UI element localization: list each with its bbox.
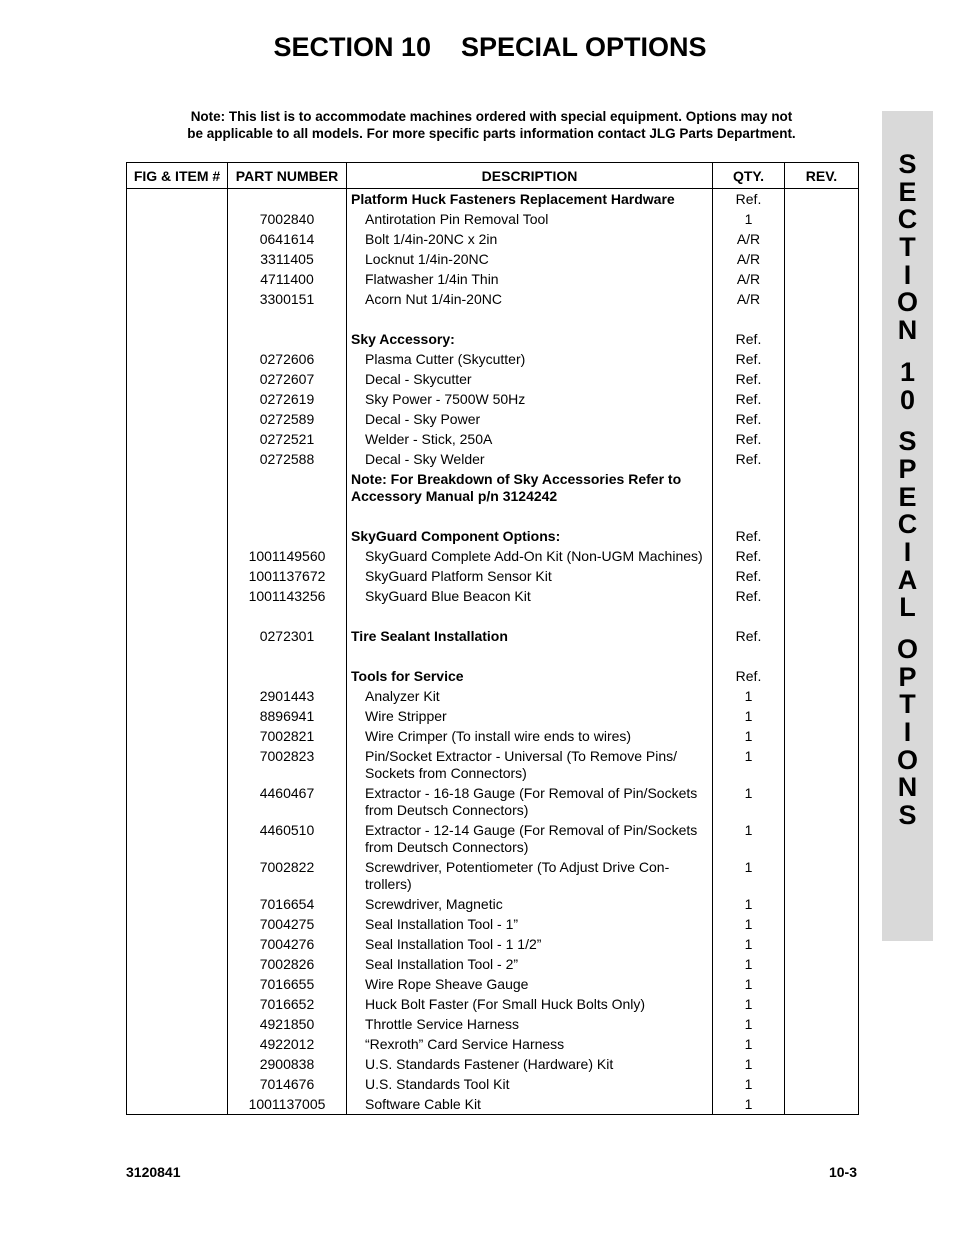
side-tab-letter: P: [898, 661, 917, 692]
cell-part-number: 0272301: [228, 628, 347, 648]
cell-qty: 1: [713, 896, 785, 916]
cell-part-number: 0272588: [228, 451, 347, 471]
side-tab-word: [882, 636, 933, 830]
side-tab-letter: O: [896, 287, 918, 318]
table-row: [127, 391, 859, 411]
cell-part-number: 4921850: [228, 1016, 347, 1036]
cell-rev: [785, 331, 859, 351]
cell-part-number: [228, 331, 347, 351]
cell-fig-item: [127, 936, 228, 956]
cell-fig-item: [127, 251, 228, 271]
side-tab-letter: I: [903, 259, 912, 290]
cell-rev: [785, 728, 859, 748]
cell-fig-item: [127, 371, 228, 391]
cell-rev: [785, 708, 859, 728]
cell-group-heading: Note: For Breakdown of Sky Accessories Refer to Accessory Manual p/n 3124242: [347, 471, 713, 508]
special-equipment-note: [126, 108, 857, 142]
cell-rev: [785, 548, 859, 568]
cell-description: SkyGuard Complete Add-On Kit (Non-UGM Machines): [347, 548, 713, 568]
cell-rev: [785, 508, 859, 528]
note-line-1: Note: This list is to accommodate machines ordered with special equipment. Options may not: [190, 109, 793, 124]
cell-fig-item: [127, 588, 228, 608]
table-row: [127, 1036, 859, 1056]
cell-part-number: 4922012: [228, 1036, 347, 1056]
table-row: [127, 976, 859, 996]
cell-part-number: 3300151: [228, 291, 347, 311]
cell-fig-item: [127, 291, 228, 311]
cell-rev: [785, 351, 859, 371]
cell-rev: [785, 371, 859, 391]
cell-group-heading: Tools for Service: [347, 668, 713, 688]
cell-rev: [785, 916, 859, 936]
table-row: [127, 785, 859, 822]
cell-rev: [785, 822, 859, 859]
col-header-rev: REV.: [785, 163, 859, 189]
cell-fig-item: [127, 1016, 228, 1036]
side-tab-letter: E: [898, 481, 917, 512]
cell-qty: A/R: [713, 271, 785, 291]
cell-fig-item: [127, 548, 228, 568]
table-row: [127, 688, 859, 708]
table-row: [127, 528, 859, 548]
parts-table-body: [127, 189, 859, 1115]
cell-rev: [785, 859, 859, 896]
cell-part-number: 0272619: [228, 391, 347, 411]
cell-part-number: 7002826: [228, 956, 347, 976]
cell-description: Welder - Stick, 250A: [347, 431, 713, 451]
cell-description: “Rexroth” Card Service Harness: [347, 1036, 713, 1056]
cell-fig-item: [127, 956, 228, 976]
table-row: [127, 728, 859, 748]
side-tab-letter: S: [898, 426, 917, 457]
col-header-qty: QTY.: [713, 163, 785, 189]
table-row: [127, 1076, 859, 1096]
cell-description: U.S. Standards Tool Kit: [347, 1076, 713, 1096]
cell-rev: [785, 588, 859, 608]
table-row: [127, 371, 859, 391]
cell-qty: 1: [713, 859, 785, 896]
cell-rev: [785, 896, 859, 916]
cell-qty: Ref.: [713, 371, 785, 391]
table-row: [127, 956, 859, 976]
cell-part-number: 7002822: [228, 859, 347, 896]
cell-part-number: 7016655: [228, 976, 347, 996]
table-row: [127, 996, 859, 1016]
cell-qty: Ref.: [713, 588, 785, 608]
side-tab-letter: 1: [899, 356, 916, 387]
side-tab-word: [882, 151, 933, 345]
side-tab-letter: 0: [899, 384, 916, 415]
cell-qty: 1: [713, 211, 785, 231]
cell-rev: [785, 648, 859, 668]
cell-fig-item: [127, 916, 228, 936]
cell-fig-item: [127, 976, 228, 996]
cell-description: [347, 648, 713, 668]
cell-qty: 1: [713, 1016, 785, 1036]
cell-part-number: 7002823: [228, 748, 347, 785]
cell-fig-item: [127, 996, 228, 1016]
cell-rev: [785, 311, 859, 331]
cell-fig-item: [127, 528, 228, 548]
cell-description: [347, 311, 713, 331]
cell-rev: [785, 189, 859, 212]
cell-description: Huck Bolt Faster (For Small Huck Bolts Only): [347, 996, 713, 1016]
cell-part-number: 7014676: [228, 1076, 347, 1096]
cell-part-number: 7016652: [228, 996, 347, 1016]
table-row: [127, 588, 859, 608]
cell-rev: [785, 936, 859, 956]
cell-description: Locknut 1/4in-20NC: [347, 251, 713, 271]
table-row: [127, 568, 859, 588]
cell-fig-item: [127, 628, 228, 648]
table-spacer-row: [127, 508, 859, 528]
cell-description: Screwdriver, Magnetic: [347, 896, 713, 916]
table-row: [127, 936, 859, 956]
cell-rev: [785, 1096, 859, 1115]
cell-fig-item: [127, 189, 228, 212]
cell-rev: [785, 628, 859, 648]
side-tab-letter: C: [897, 204, 918, 235]
side-tab-letter: S: [898, 800, 917, 831]
cell-rev: [785, 291, 859, 311]
cell-description: Software Cable Kit: [347, 1096, 713, 1115]
cell-qty: [713, 608, 785, 628]
table-row: [127, 1056, 859, 1076]
cell-qty: Ref.: [713, 331, 785, 351]
cell-fig-item: [127, 471, 228, 508]
table-row: [127, 211, 859, 231]
cell-fig-item: [127, 231, 228, 251]
table-row: [127, 822, 859, 859]
cell-group-heading: SkyGuard Component Options:: [347, 528, 713, 548]
table-row: [127, 748, 859, 785]
cell-fig-item: [127, 1036, 228, 1056]
cell-description: Bolt 1/4in-20NC x 2in: [347, 231, 713, 251]
cell-qty: Ref.: [713, 451, 785, 471]
cell-qty: Ref.: [713, 668, 785, 688]
cell-description: Seal Installation Tool - 1 1/2”: [347, 936, 713, 956]
cell-qty: Ref.: [713, 568, 785, 588]
cell-qty: 1: [713, 708, 785, 728]
cell-description: Flatwasher 1/4in Thin: [347, 271, 713, 291]
cell-part-number: 7004276: [228, 936, 347, 956]
table-row: [127, 351, 859, 371]
cell-fig-item: [127, 688, 228, 708]
col-header-desc: DESCRIPTION: [347, 163, 713, 189]
cell-part-number: 0272589: [228, 411, 347, 431]
cell-group-heading: Platform Huck Fasteners Replacement Hardware: [347, 189, 713, 212]
cell-part-number: 0641614: [228, 231, 347, 251]
table-row: [127, 471, 859, 508]
cell-rev: [785, 451, 859, 471]
table-row: [127, 896, 859, 916]
cell-fig-item: [127, 748, 228, 785]
table-row: [127, 1096, 859, 1115]
cell-rev: [785, 271, 859, 291]
cell-part-number: [228, 668, 347, 688]
cell-rev: [785, 391, 859, 411]
cell-fig-item: [127, 508, 228, 528]
cell-description: Screwdriver, Potentiometer (To Adjust Drive Con-trollers): [347, 859, 713, 896]
cell-fig-item: [127, 391, 228, 411]
cell-part-number: 2901443: [228, 688, 347, 708]
cell-part-number: [228, 471, 347, 508]
cell-fig-item: [127, 822, 228, 859]
col-header-fig: FIG & ITEM #: [127, 163, 228, 189]
cell-fig-item: [127, 271, 228, 291]
cell-fig-item: [127, 1096, 228, 1115]
cell-qty: 1: [713, 1056, 785, 1076]
table-row: [127, 451, 859, 471]
cell-qty: 1: [713, 996, 785, 1016]
table-row: [127, 231, 859, 251]
cell-fig-item: [127, 896, 228, 916]
cell-part-number: [228, 528, 347, 548]
cell-qty: Ref.: [713, 628, 785, 648]
cell-qty: 1: [713, 728, 785, 748]
table-spacer-row: [127, 311, 859, 331]
cell-description: Throttle Service Harness: [347, 1016, 713, 1036]
cell-qty: [713, 648, 785, 668]
table-row: [127, 859, 859, 896]
cell-description: U.S. Standards Fastener (Hardware) Kit: [347, 1056, 713, 1076]
cell-qty: [713, 311, 785, 331]
table-row: [127, 548, 859, 568]
cell-part-number: 7002821: [228, 728, 347, 748]
side-tab-letter: N: [897, 772, 918, 803]
cell-part-number: 1001143256: [228, 588, 347, 608]
cell-part-number: 4711400: [228, 271, 347, 291]
side-tab-letter: L: [899, 592, 916, 623]
cell-qty: Ref.: [713, 528, 785, 548]
cell-part-number: 1001137672: [228, 568, 347, 588]
cell-description: Decal - Sky Power: [347, 411, 713, 431]
cell-fig-item: [127, 785, 228, 822]
side-tab-letter: N: [897, 315, 918, 346]
cell-description: Decal - Sky Welder: [347, 451, 713, 471]
cell-qty: 1: [713, 1036, 785, 1056]
side-tab-word: [882, 356, 933, 415]
table-row: [127, 291, 859, 311]
cell-part-number: [228, 508, 347, 528]
cell-qty: 1: [713, 916, 785, 936]
cell-fig-item: [127, 668, 228, 688]
cell-qty: A/R: [713, 231, 785, 251]
cell-fig-item: [127, 708, 228, 728]
cell-part-number: 0272606: [228, 351, 347, 371]
cell-rev: [785, 431, 859, 451]
table-row: [127, 668, 859, 688]
cell-description: [347, 508, 713, 528]
cell-fig-item: [127, 311, 228, 331]
table-row: [127, 411, 859, 431]
side-tab-letter: S: [898, 149, 917, 179]
cell-rev: [785, 688, 859, 708]
table-spacer-row: [127, 608, 859, 628]
cell-rev: [785, 668, 859, 688]
cell-qty: A/R: [713, 291, 785, 311]
cell-rev: [785, 608, 859, 628]
cell-qty: Ref.: [713, 548, 785, 568]
side-tab-letters: [882, 151, 933, 830]
table-row: [127, 189, 859, 212]
cell-part-number: 4460510: [228, 822, 347, 859]
cell-part-number: [228, 311, 347, 331]
side-tab-letter: I: [903, 536, 912, 567]
cell-part-number: 1001137005: [228, 1096, 347, 1115]
cell-fig-item: [127, 211, 228, 231]
side-tab-letter: E: [898, 176, 917, 207]
cell-description: Acorn Nut 1/4in-20NC: [347, 291, 713, 311]
side-tab-letter: I: [903, 717, 912, 748]
table-row: [127, 431, 859, 451]
cell-qty: 1: [713, 976, 785, 996]
cell-part-number: 0272521: [228, 431, 347, 451]
cell-rev: [785, 1036, 859, 1056]
footer-doc-number: 3120841: [126, 1164, 181, 1180]
cell-qty: Ref.: [713, 351, 785, 371]
cell-description: Wire Rope Sheave Gauge: [347, 976, 713, 996]
section-side-tab: [882, 111, 933, 941]
table-row: [127, 708, 859, 728]
cell-fig-item: [127, 411, 228, 431]
table-row: [127, 271, 859, 291]
cell-fig-item: [127, 859, 228, 896]
cell-rev: [785, 528, 859, 548]
cell-rev: [785, 411, 859, 431]
cell-part-number: [228, 189, 347, 212]
cell-description: Extractor - 16-18 Gauge (For Removal of Pin/Sockets from Deutsch Connectors): [347, 785, 713, 822]
cell-part-number: 7002840: [228, 211, 347, 231]
cell-qty: 1: [713, 1076, 785, 1096]
side-tab-letter: O: [896, 634, 918, 664]
cell-qty: 1: [713, 688, 785, 708]
cell-group-heading: Sky Accessory:: [347, 331, 713, 351]
cell-rev: [785, 1056, 859, 1076]
cell-part-number: [228, 648, 347, 668]
cell-description: Extractor - 12-14 Gauge (For Removal of Pin/Sockets from Deutsch Connectors): [347, 822, 713, 859]
table-row: [127, 251, 859, 271]
table-row: [127, 628, 859, 648]
cell-description: Sky Power - 7500W 50Hz: [347, 391, 713, 411]
cell-fig-item: [127, 648, 228, 668]
cell-rev: [785, 976, 859, 996]
cell-group-heading: Tire Sealant Installation: [347, 628, 713, 648]
cell-fig-item: [127, 331, 228, 351]
cell-qty: [713, 508, 785, 528]
cell-qty: Ref.: [713, 391, 785, 411]
cell-description: Plasma Cutter (Skycutter): [347, 351, 713, 371]
cell-part-number: 4460467: [228, 785, 347, 822]
side-tab-word: [882, 428, 933, 622]
cell-description: SkyGuard Platform Sensor Kit: [347, 568, 713, 588]
cell-rev: [785, 211, 859, 231]
cell-rev: [785, 748, 859, 785]
cell-description: [347, 608, 713, 628]
parts-table: [126, 162, 859, 1115]
cell-description: Analyzer Kit: [347, 688, 713, 708]
cell-rev: [785, 568, 859, 588]
cell-fig-item: [127, 1056, 228, 1076]
side-tab-letter: T: [899, 232, 916, 263]
cell-fig-item: [127, 351, 228, 371]
cell-part-number: 2900838: [228, 1056, 347, 1076]
cell-fig-item: [127, 451, 228, 471]
cell-qty: A/R: [713, 251, 785, 271]
side-tab-letter: T: [899, 689, 916, 720]
col-header-part: PART NUMBER: [228, 163, 347, 189]
cell-description: Seal Installation Tool - 1”: [347, 916, 713, 936]
note-line-2: be applicable to all models. For more specific parts information contact JLG Parts Department.: [187, 126, 796, 141]
table-spacer-row: [127, 648, 859, 668]
cell-qty: 1: [713, 956, 785, 976]
cell-part-number: 7016654: [228, 896, 347, 916]
side-tab-letter: A: [897, 564, 918, 595]
cell-qty: 1: [713, 748, 785, 785]
side-tab-letter: P: [898, 453, 917, 484]
cell-rev: [785, 996, 859, 1016]
cell-part-number: [228, 608, 347, 628]
cell-rev: [785, 1076, 859, 1096]
cell-description: Decal - Skycutter: [347, 371, 713, 391]
cell-fig-item: [127, 568, 228, 588]
table-row: [127, 331, 859, 351]
cell-qty: 1: [713, 1096, 785, 1115]
cell-part-number: 1001149560: [228, 548, 347, 568]
cell-fig-item: [127, 608, 228, 628]
cell-rev: [785, 785, 859, 822]
cell-description: Pin/Socket Extractor - Universal (To Remove Pins/ Sockets from Connectors): [347, 748, 713, 785]
cell-rev: [785, 251, 859, 271]
side-tab-letter: O: [896, 744, 918, 775]
footer-page-number: 10-3: [828, 1164, 857, 1180]
cell-rev: [785, 956, 859, 976]
cell-description: Seal Installation Tool - 2”: [347, 956, 713, 976]
cell-rev: [785, 471, 859, 508]
cell-qty: 1: [713, 822, 785, 859]
cell-qty: [713, 471, 785, 508]
cell-fig-item: [127, 431, 228, 451]
table-row: [127, 1016, 859, 1036]
page-title: SECTION 10 SPECIAL OPTIONS: [273, 32, 707, 62]
cell-part-number: 0272607: [228, 371, 347, 391]
cell-rev: [785, 1016, 859, 1036]
cell-qty: Ref.: [713, 411, 785, 431]
cell-rev: [785, 231, 859, 251]
cell-qty: 1: [713, 785, 785, 822]
side-tab-letter: C: [897, 509, 918, 540]
cell-fig-item: [127, 1076, 228, 1096]
cell-qty: Ref.: [713, 189, 785, 212]
cell-part-number: 3311405: [228, 251, 347, 271]
table-row: [127, 916, 859, 936]
cell-part-number: 7004275: [228, 916, 347, 936]
cell-description: Wire Stripper: [347, 708, 713, 728]
cell-qty: 1: [713, 936, 785, 956]
cell-description: SkyGuard Blue Beacon Kit: [347, 588, 713, 608]
cell-description: Antirotation Pin Removal Tool: [347, 211, 713, 231]
cell-fig-item: [127, 728, 228, 748]
cell-part-number: 8896941: [228, 708, 347, 728]
table-header-row: [127, 163, 859, 189]
cell-qty: Ref.: [713, 431, 785, 451]
cell-description: Wire Crimper (To install wire ends to wires): [347, 728, 713, 748]
